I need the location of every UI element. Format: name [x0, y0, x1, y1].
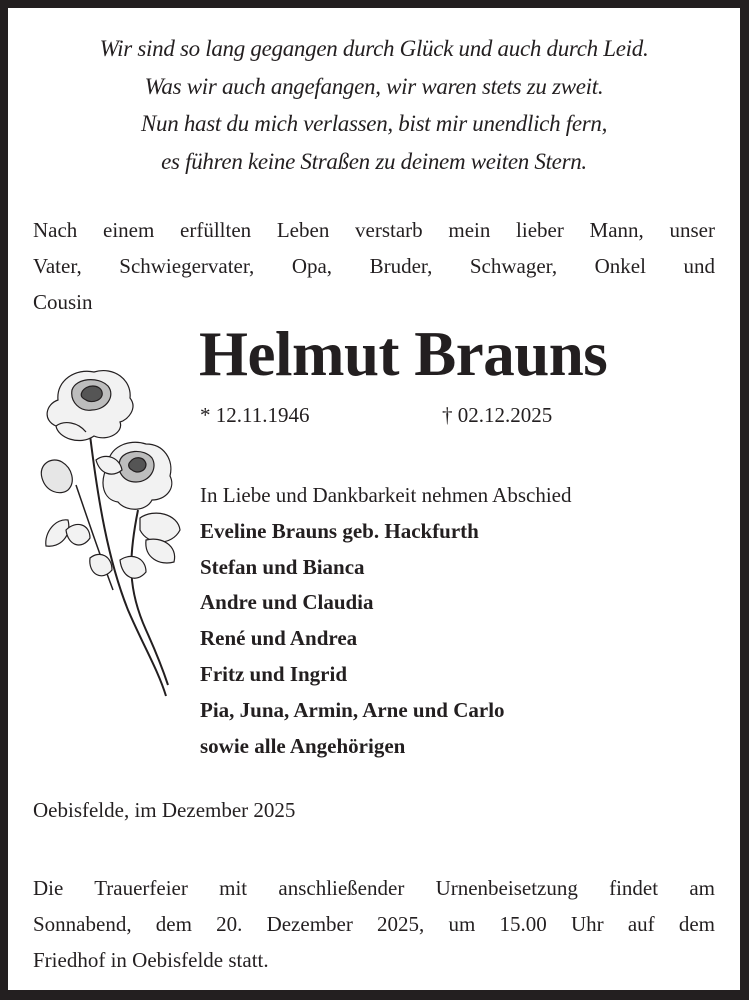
service-line: Die Trauerfeier mit anschließender Urnenbeisetzung findet am	[33, 876, 715, 900]
death-date: † 02.12.2025	[442, 403, 553, 427]
poem-line: es führen keine Straßen zu deinem weiten Stern.	[161, 148, 587, 174]
deceased-name: Helmut Brauns	[199, 319, 608, 389]
obituary-notice	[8, 8, 740, 990]
mourner-name: Fritz und Ingrid	[200, 661, 348, 686]
intro-text	[33, 212, 715, 320]
poem-line: Nun hast du mich verlassen, bist mir unendlich fern,	[140, 111, 608, 136]
mourner-name: Pia, Juna, Armin, Arne und Carlo	[200, 697, 505, 722]
mourner-name: Stefan und Bianca	[200, 554, 365, 579]
service-line: Friedhof in Oebisfelde statt.	[33, 948, 269, 972]
intro-line: Vater, Schwiegervater, Opa, Bruder, Schwager, Onkel und	[33, 254, 715, 278]
service-line: Sonnabend, dem 20. Dezember 2025, um 15.00 Uhr auf dem	[33, 912, 715, 936]
poem	[8, 30, 740, 180]
place-and-date: Oebisfelde, im Dezember 2025	[33, 798, 296, 822]
rose-illustration-icon	[28, 360, 190, 702]
mourner-name: sowie alle Angehörigen	[200, 733, 406, 758]
mourner-name: René und Andrea	[200, 626, 358, 651]
mourners-list	[200, 478, 571, 764]
intro-line: Nach einem erfüllten Leben verstarb mein lieber Mann, unser	[33, 218, 715, 242]
intro-line: Cousin	[33, 290, 93, 314]
mourner-name: Eveline Brauns geb. Hackfurth	[200, 518, 479, 543]
mourner-name: Andre und Claudia	[200, 590, 374, 615]
birth-date: * 12.11.1946	[200, 403, 310, 427]
poem-line: Wir sind so lang gegangen durch Glück und auch durch Leid.	[99, 36, 649, 61]
mourners-heading: In Liebe und Dankbarkeit nehmen Abschied	[200, 483, 572, 507]
service-info	[33, 870, 715, 978]
poem-line: Was wir auch angefangen, wir waren stets zu zweit.	[144, 73, 604, 99]
